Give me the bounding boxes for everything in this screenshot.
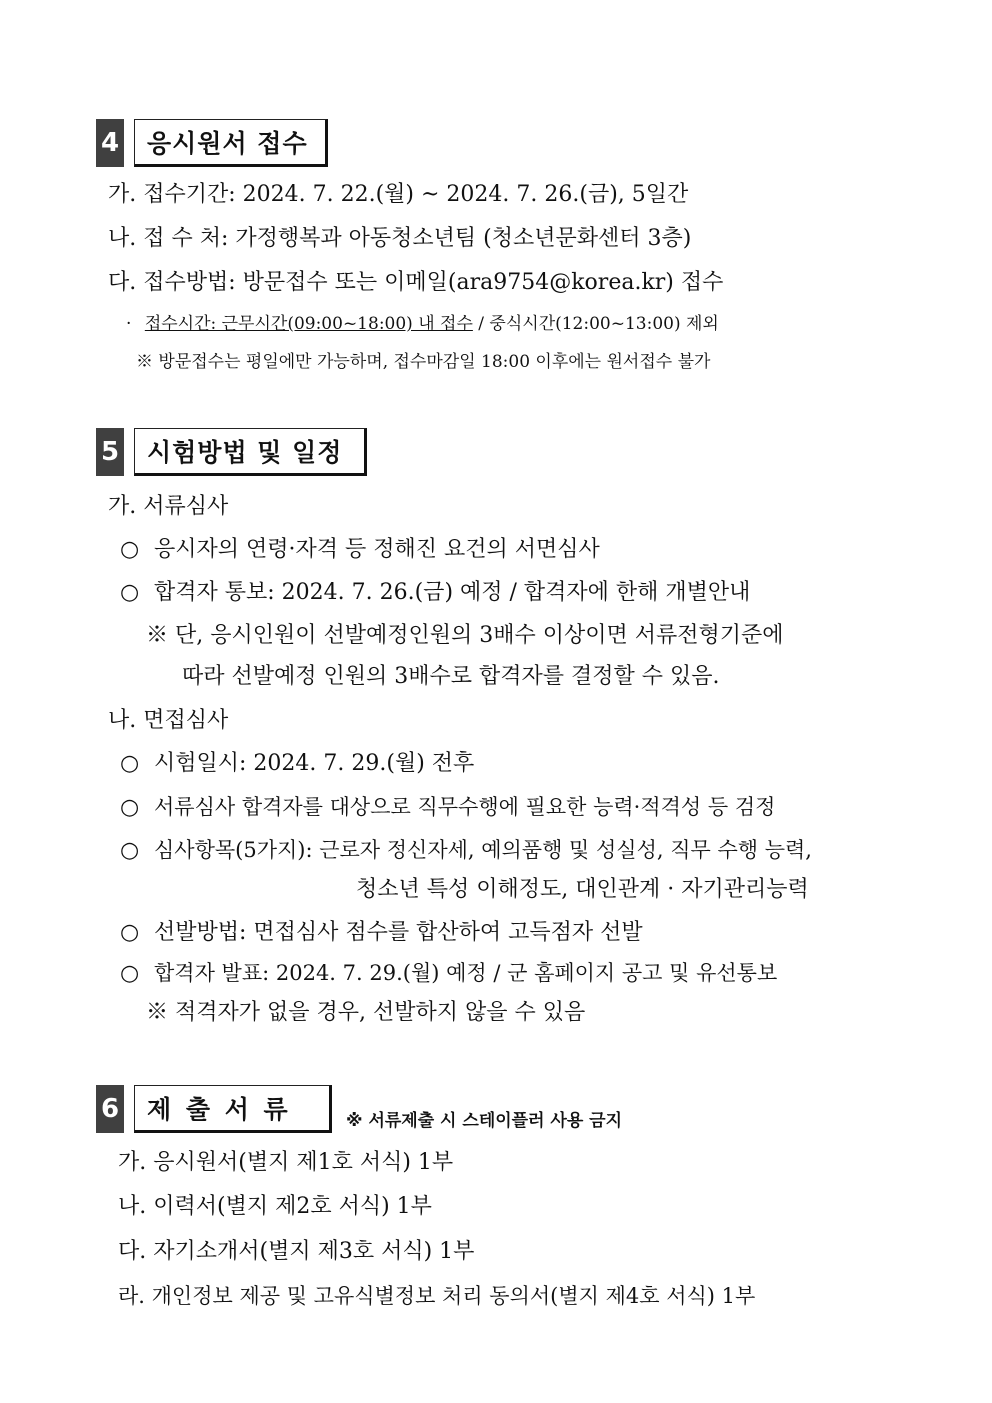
s6-note: ※ 서류제출 시 스테이플러 사용 금지 [346,1111,623,1131]
s5-a-note-1: ※ 단, 응시인원이 선발예정인원의 3배수 이상이면 서류전형기준에 [146,623,784,648]
bullet-circle-icon: ○ [120,751,140,776]
s5-b-title: 나. 면접심사 [108,708,229,733]
s5-b-item-3: ○ 심사항목(5가지): 근로자 정신자세, 예의품행 및 성실성, 직무 수행 능력, [120,835,812,866]
s5-a-note-2: 따라 선발예정 인원의 3배수로 합격자를 결정할 수 있음. [182,664,720,689]
section-6-header [96,1085,332,1133]
s5-b-item-2: ○ 서류심사 합격자를 대상으로 직무수행에 필요한 능력·적격성 등 검정 [120,792,775,823]
section-4-number: 4 [96,119,124,167]
bullet-circle-icon: ○ [120,795,140,820]
section-6-title: 제 출 서 류 [134,1085,332,1133]
section-4-title: 응시원서 접수 [134,119,328,167]
s4-time-underlined: 접수시간: 근무시간(09:00~18:00) 내 접수 [144,314,473,334]
s4-line-period: 가. 접수기간: 2024. 7. 22.(월) ~ 2024. 7. 26.(금), 5일간 [108,182,689,207]
s6-item-2: 나. 이력서(별지 제2호 서식) 1부 [118,1194,432,1219]
bullet-circle-icon: ○ [120,838,140,863]
s5-a-item-1: ○ 응시자의 연령·자격 등 정해진 요건의 서면심사 [120,535,600,565]
section-4-header [96,119,328,167]
s5-b-item-3-cont: 청소년 특성 이해정도, 대인관계 · 자기관리능력 [356,877,809,902]
s4-line-place: 나. 접 수 처: 가정행복과 아동청소년팀 (청소년문화센터 3층) [108,226,692,251]
s5-b-item-4: ○ 선발방법: 면접심사 점수를 합산하여 고득점자 선발 [120,918,643,948]
section-5-number: 5 [96,428,124,476]
bullet-circle-icon: ○ [120,580,140,605]
s6-item-1: 가. 응시원서(별지 제1호 서식) 1부 [118,1150,454,1175]
s5-a-item-2: ○ 합격자 통보: 2024. 7. 26.(금) 예정 / 합격자에 한해 개별안내 [120,578,750,608]
section-6-number: 6 [96,1085,124,1133]
s4-time-rest: / 중식시간(12:00~13:00) 제외 [472,314,719,334]
s4-note: ※ 방문접수는 평일에만 가능하며, 접수마감일 18:00 이후에는 원서접수 불가 [136,352,711,372]
s4-time-line [126,312,719,336]
s5-a-title: 가. 서류심사 [108,494,229,519]
s4-time-bullet: · [126,314,132,334]
s5-b-note: ※ 적격자가 없을 경우, 선발하지 않을 수 있음 [146,1000,586,1025]
bullet-circle-icon: ○ [120,537,140,562]
bullet-circle-icon: ○ [120,961,140,986]
s4-line-method: 다. 접수방법: 방문접수 또는 이메일(ara9754@korea.kr) 접수 [108,270,724,295]
s5-b-item-1: ○ 시험일시: 2024. 7. 29.(월) 전후 [120,749,474,779]
s5-b-item-5: ○ 합격자 발표: 2024. 7. 29.(월) 예정 / 군 홈페이지 공고 및 유선통보 [120,958,777,989]
s6-item-4: 라. 개인정보 제공 및 고유식별정보 처리 동의서(별지 제4호 서식) 1부 [118,1284,756,1308]
section-5-header [96,428,367,476]
section-5-title: 시험방법 및 일정 [134,428,367,476]
bullet-circle-icon: ○ [120,920,140,945]
s6-item-3: 다. 자기소개서(별지 제3호 서식) 1부 [118,1239,475,1264]
